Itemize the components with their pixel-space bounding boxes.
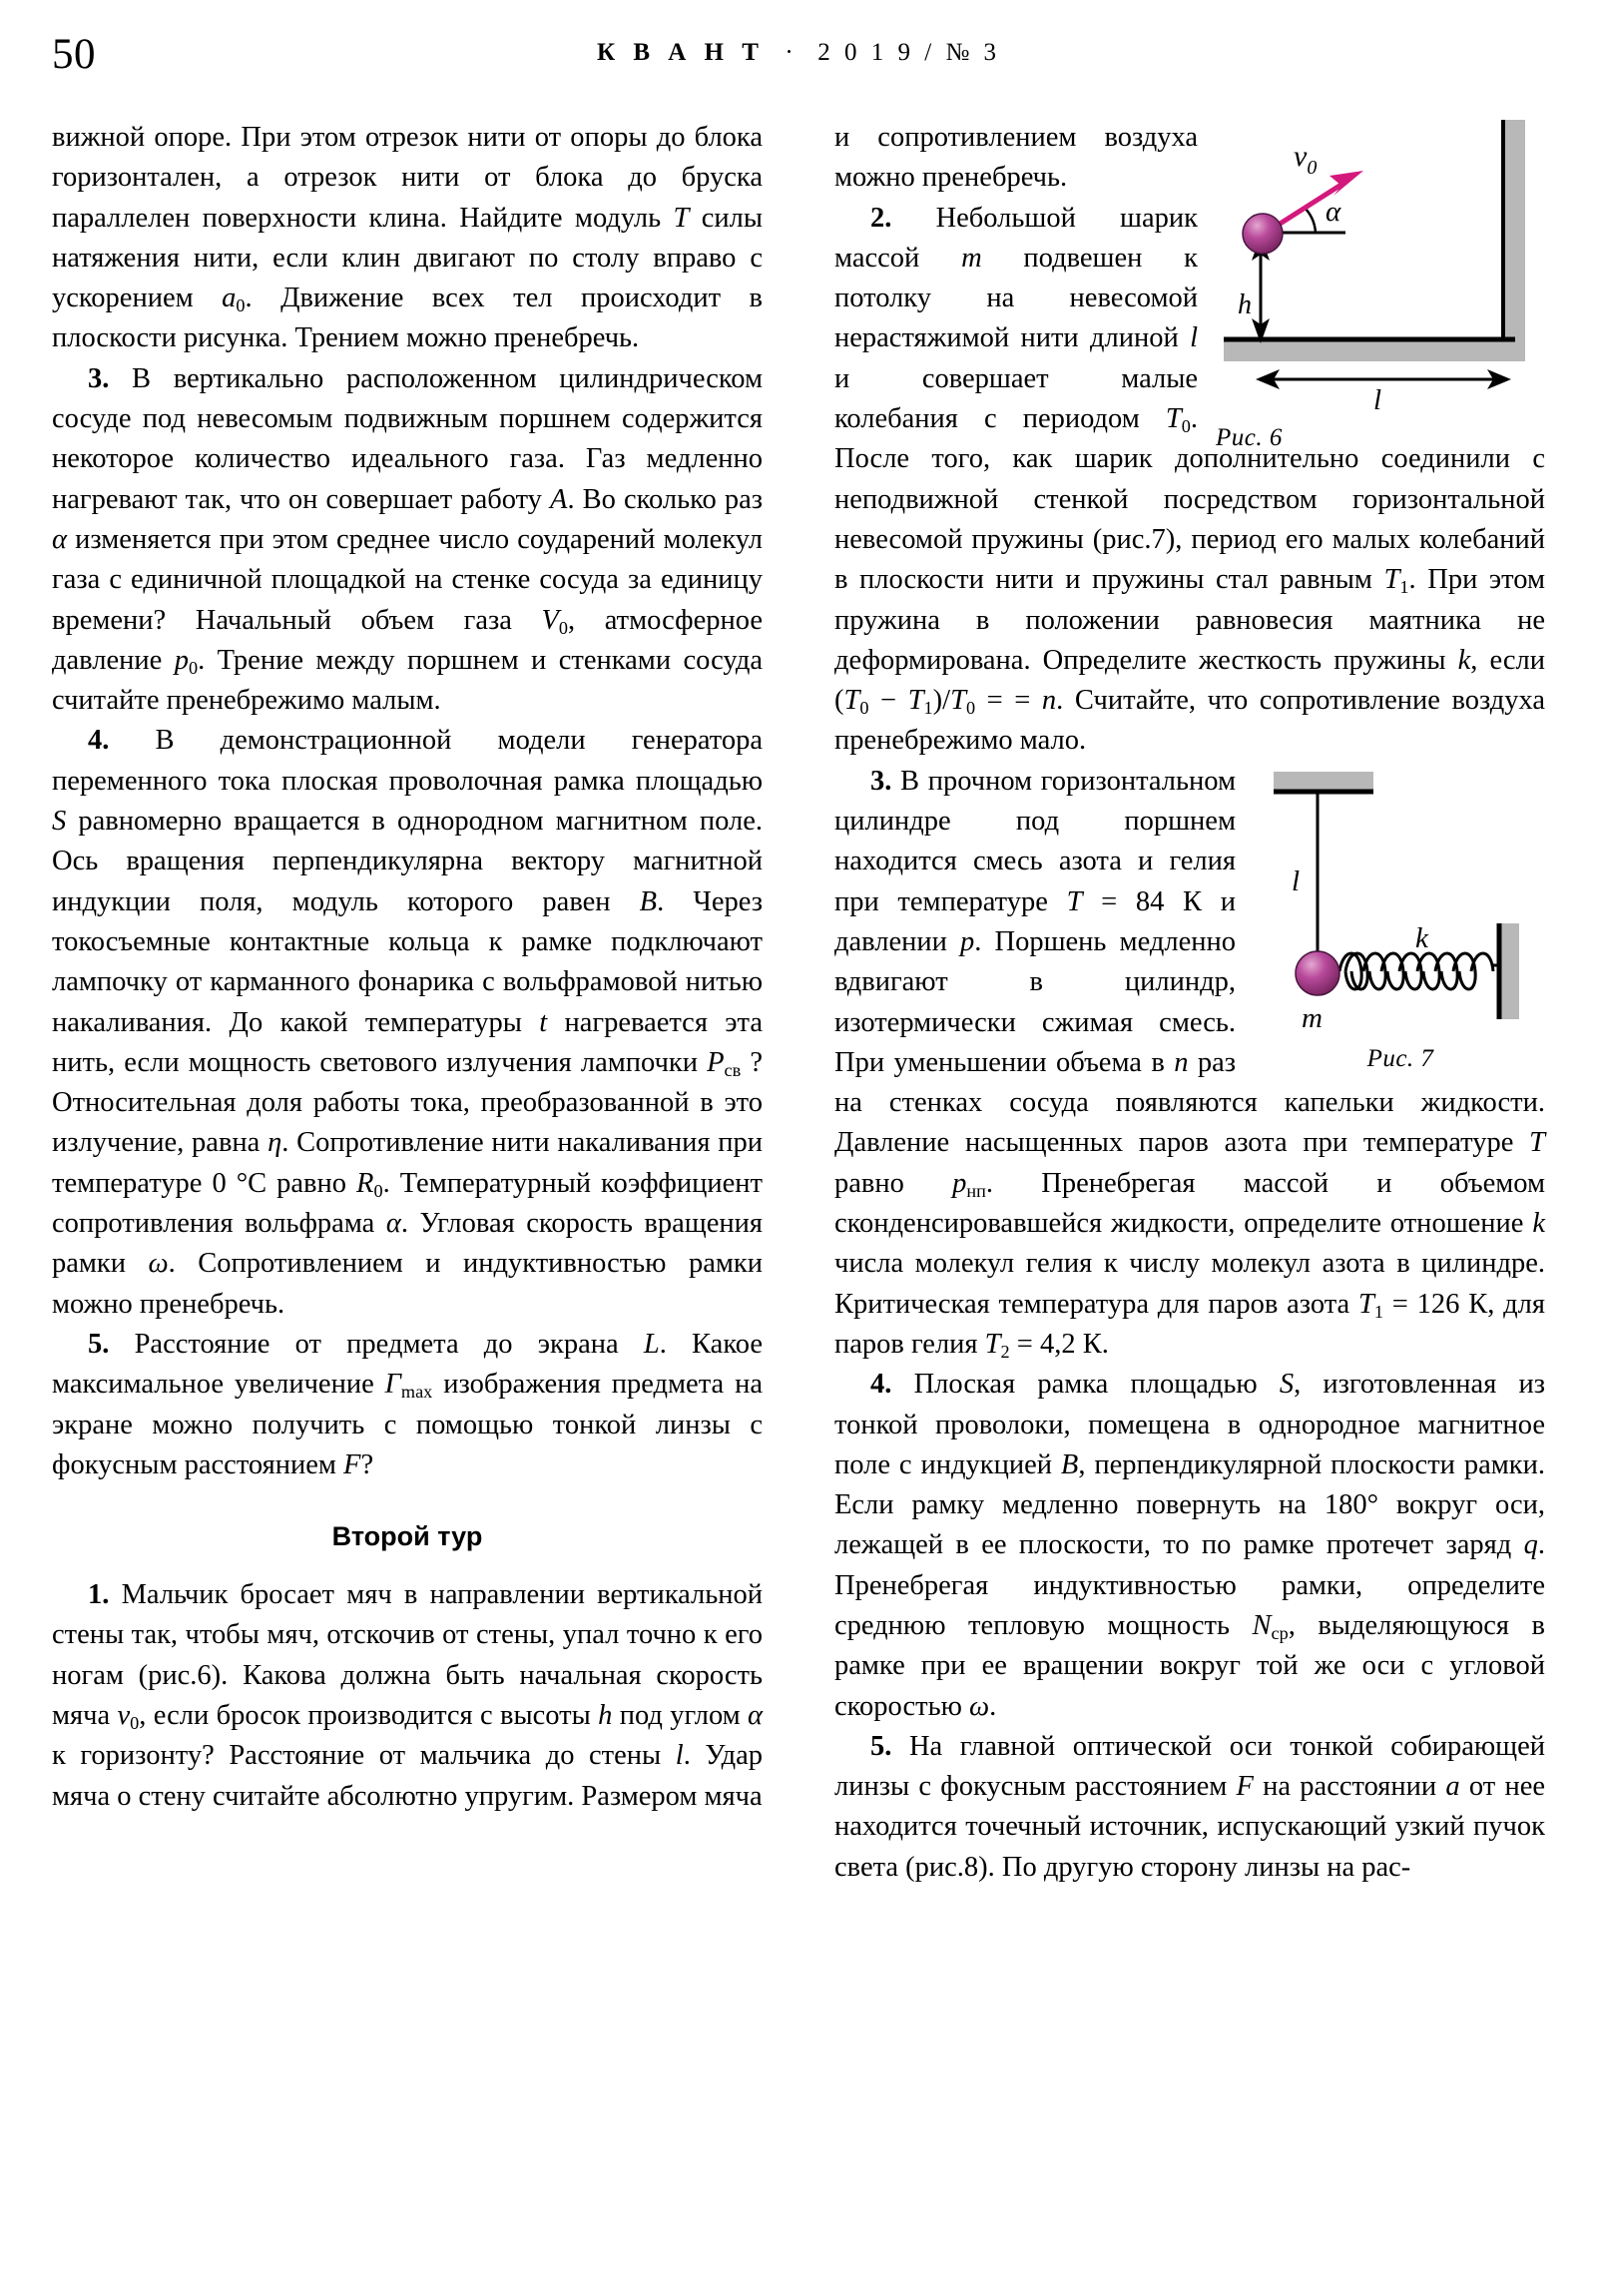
math-var-B: B bbox=[639, 885, 658, 917]
velocity-vector-head bbox=[1330, 171, 1363, 196]
text-run: нагревается эта нить, если мощность светового излучения лампочки bbox=[52, 1006, 763, 1078]
text-run: и давлении bbox=[834, 885, 1236, 957]
math-var-P: P bbox=[707, 1046, 725, 1078]
text-run: силы натяжения нити, если клин двигают по столу вправо с ускорением bbox=[52, 202, 763, 314]
problem-number: 3. bbox=[88, 362, 110, 394]
paragraph-continued bbox=[52, 118, 763, 359]
masthead-separator: · bbox=[785, 39, 798, 66]
text-run: . bbox=[989, 1690, 997, 1722]
math-var-alpha: α bbox=[52, 523, 67, 555]
math-var-V: V bbox=[541, 604, 559, 636]
section-heading-second-round: Второй тур bbox=[331, 1521, 483, 1552]
text-run: от нее находится точечный источник, испускающий узкий пучок света (рис.8). По другую сторону линзы на рас- bbox=[834, 1771, 1545, 1883]
text-run: . Какое максимальное увеличение bbox=[52, 1328, 763, 1401]
text-run: изменяется при этом среднее число соударений молекул газа с единичной площадкой на стенке сосуда за единицу времени? Начальный объем газа bbox=[52, 523, 763, 636]
math-var-n: n bbox=[1174, 1046, 1189, 1078]
math-sub-2: 2 bbox=[1000, 1342, 1010, 1362]
text-run: . Поршень медленно вдвигают в цилиндр, изотермически сжимая смесь. При уменьшении объема в bbox=[834, 925, 1236, 1078]
text-run: ? Относительная доля работы тока, преобразованной в это излучение, равна bbox=[52, 1046, 763, 1159]
problem-number: 3. bbox=[870, 765, 892, 797]
wall-vertical bbox=[1503, 120, 1525, 347]
problem-number: 4. bbox=[870, 1369, 892, 1401]
text-run: . Сопротивление нити накаливания при температуре 0 °C равно bbox=[52, 1127, 763, 1199]
math-sub-sv: св bbox=[724, 1059, 742, 1080]
math-var-v: v bbox=[117, 1699, 131, 1731]
math-var-h: h bbox=[598, 1699, 613, 1731]
problem-3 bbox=[52, 359, 763, 722]
math-var-L: L bbox=[643, 1328, 660, 1360]
problem-number: 4. bbox=[88, 725, 110, 757]
text-run: На главной оптической оси тонкой собирающей линзы с фокусным расстоянием bbox=[834, 1730, 1545, 1803]
text-run: изображения предмета на экране можно получить с помощью тонкой линзы с фокусным расстоянием bbox=[52, 1369, 763, 1480]
text-run: числа молекул гелия к числу молекул азота в цилиндре. Критическая температура для паров азота bbox=[834, 1248, 1545, 1320]
text-run: к горизонту? Расстояние от мальчика до стены bbox=[52, 1740, 676, 1772]
text-run: на расстоянии bbox=[1253, 1771, 1446, 1803]
math-var-T2: T bbox=[984, 1328, 1001, 1360]
label-alpha: α bbox=[1326, 196, 1341, 228]
math-var-p: p bbox=[960, 925, 975, 957]
text-run: Мальчик бросает мяч в направлении вертикальной стены так, чтобы мяч, отскочив от стены, упал точно к его ногам (рис.6). Какова должна быть начальная скорость мяча bbox=[52, 1579, 763, 1731]
label-k: k bbox=[1415, 921, 1428, 954]
math-var-l: l bbox=[1190, 322, 1198, 354]
math-var-k: k bbox=[1457, 644, 1471, 676]
masthead-title: К В А Н Т bbox=[596, 39, 765, 66]
text-run: , для паров гелия bbox=[834, 1288, 1545, 1360]
page-number: 50 bbox=[52, 31, 96, 78]
figure-7 bbox=[1256, 766, 1545, 1075]
math-var-eta: η bbox=[267, 1127, 282, 1159]
text-run: В прочном горизонтальном цилиндре под поршнем находится смесь азота и гелия при температуре bbox=[834, 765, 1236, 917]
text-run: В вертикально расположенном цилиндрическом сосуде под невесомым подвижным поршнем содержится некоторое количество идеального газа. Газ медленно нагревают так, что он совершает работу bbox=[52, 362, 763, 515]
figure-7-drawing bbox=[1256, 766, 1545, 1040]
math-var-T: T bbox=[673, 202, 690, 234]
math-var-a: a bbox=[222, 283, 237, 314]
problem-number: 1. bbox=[88, 1579, 110, 1611]
math-var-T0: T bbox=[1165, 403, 1182, 435]
text-run: Плоская рамка площадью bbox=[891, 1369, 1280, 1401]
math-var-alpha: α bbox=[385, 1208, 401, 1240]
figure-6-drawing bbox=[1216, 118, 1545, 417]
math-var-omega: ω bbox=[969, 1690, 990, 1722]
math-var-m: m bbox=[961, 242, 982, 274]
math-var-R: R bbox=[356, 1167, 374, 1199]
text-run: , выделяющуюся в рамке при ее вращении вокруг той же оси с угловой скоростью bbox=[834, 1609, 1545, 1722]
problem-number: 5. bbox=[870, 1730, 892, 1762]
masthead bbox=[52, 33, 1545, 73]
text-run: Расстояние от предмета до экрана bbox=[109, 1328, 644, 1360]
math-sub-1: 1 bbox=[1373, 1301, 1383, 1322]
label-l: l bbox=[1292, 864, 1301, 897]
text-run: . Движение всех тел происходит в плоскости рисунка. Трением можно пренебречь. bbox=[52, 283, 763, 354]
text-run: . Пренебрегая индуктивностью рамки, определите среднюю тепловую мощность bbox=[834, 1529, 1545, 1641]
math-sub-0: 0 bbox=[188, 657, 199, 678]
math-var-F: F bbox=[343, 1448, 361, 1480]
tour2-problem-5 bbox=[834, 1727, 1545, 1888]
text-run: Небольшой шарик массой bbox=[834, 202, 1198, 274]
problem-5 bbox=[52, 1325, 763, 1485]
math-var-S: S bbox=[1279, 1369, 1295, 1401]
math-var-T: T bbox=[1529, 1127, 1545, 1159]
label-m: m bbox=[1302, 1001, 1323, 1034]
text-run: подвешен к потолку на невесомой нерастяжимой нити длиной bbox=[834, 242, 1198, 354]
page-header bbox=[52, 30, 1545, 80]
text-run: . Сопротивлением и индуктивностью рамки можно пренебречь. bbox=[52, 1248, 763, 1320]
math-sub-0: 0 bbox=[130, 1713, 140, 1734]
text-run: , изготовленная из тонкой проволоки, помещена в однородное магнитное поле с индукцией bbox=[834, 1369, 1545, 1480]
text-run: , если бросок производится с высоты bbox=[139, 1699, 599, 1731]
text-run: равно bbox=[834, 1167, 953, 1199]
tour2-problem-4 bbox=[834, 1365, 1545, 1727]
math-var-q: q bbox=[1523, 1529, 1538, 1561]
text-run: , если bbox=[1470, 644, 1546, 676]
math-value-T: = 84 К bbox=[1082, 885, 1203, 917]
figure-6 bbox=[1216, 118, 1545, 451]
problem-number: 5. bbox=[88, 1328, 110, 1360]
math-var-B: B bbox=[1060, 1448, 1079, 1480]
paragraph-continued: и сопротивлением воздуха можно пренебречь. bbox=[834, 122, 1198, 194]
text-run: , атмосферное давление bbox=[52, 604, 763, 676]
math-sub-0: 0 bbox=[373, 1180, 383, 1201]
math-var-T1: T bbox=[1383, 564, 1400, 596]
math-var-A: A bbox=[550, 483, 568, 515]
math-sub-max: max bbox=[400, 1382, 433, 1403]
math-var-p: p bbox=[952, 1167, 967, 1199]
text-run: . Во сколько раз bbox=[567, 483, 763, 515]
text-run: . При этом пружина в положении равновесия маятника не деформирована. Определите жесткость пружины bbox=[834, 564, 1545, 676]
math-var-T: T bbox=[1066, 885, 1083, 917]
text-run: и совершает малые колебания с периодом bbox=[834, 362, 1198, 435]
math-var-p: p bbox=[174, 644, 189, 676]
math-var-omega: ω bbox=[148, 1248, 169, 1280]
math-var-k: k bbox=[1532, 1208, 1545, 1240]
math-var-T1: T bbox=[1357, 1288, 1374, 1320]
math-var-F: F bbox=[1236, 1771, 1254, 1803]
text-run: . Температурный коэффициент сопротивления вольфрама bbox=[52, 1167, 763, 1240]
math-var-t: t bbox=[539, 1006, 548, 1038]
figure-7-caption: Рис. 7 bbox=[1366, 1044, 1434, 1072]
left-column bbox=[52, 118, 763, 1817]
label-h: h bbox=[1238, 289, 1252, 320]
math-var-l: l bbox=[675, 1740, 684, 1772]
math-var-S: S bbox=[52, 806, 67, 838]
masthead-issue: 2 0 1 9 / № 3 bbox=[817, 39, 1001, 66]
text-run: , перпендикулярной плоскости рамки. Если рамку медленно повернуть на 180° вокруг оси, лежащей в ее плоскости, то по рамке протечет заряд bbox=[834, 1448, 1545, 1561]
ball bbox=[1296, 951, 1339, 995]
text-run: . bbox=[1101, 1328, 1109, 1360]
angle-arc bbox=[1304, 207, 1316, 233]
problem-4 bbox=[52, 721, 763, 1324]
math-var-a: a bbox=[1445, 1771, 1460, 1803]
text-run: . Трение между поршнем и стенками сосуда считайте пренебрежимо малым. bbox=[52, 644, 763, 717]
text-run: . Угловая скорость вращения рамки bbox=[52, 1208, 763, 1280]
text-run: равномерно вращается в однородном магнитном поле. Ось вращения перпендикулярна вектору магнитной индукции поля, модуль которого равен bbox=[52, 806, 763, 917]
text-run: . Считайте, что сопротивление воздуха пренебрежимо мало. bbox=[834, 685, 1545, 757]
math-value-T2: = 4,2 К bbox=[1009, 1328, 1102, 1360]
formula-period-ratio: $(T_0 - T_1)/T_0$ = = n bbox=[834, 685, 1057, 719]
text-run: ? bbox=[360, 1448, 374, 1480]
text-run: . Через токосъемные контактные кольца к рамке подключают лампочку от карманного фонарика с вольфрамовой нитью накаливания. До какой температуры bbox=[52, 885, 764, 1038]
math-sub-np: нп bbox=[966, 1180, 986, 1201]
text-run: . После того, как шарик дополнительно соединили с неподвижной стенкой посредством горизонтальной невесомой пружины (рис.7), период его малых колебаний в плоскости нити и пружины стал равным bbox=[834, 403, 1545, 596]
tour2-problem-1 bbox=[52, 1575, 763, 1817]
math-var-N: N bbox=[1252, 1609, 1272, 1641]
ceiling-slab bbox=[1274, 772, 1373, 792]
right-column bbox=[834, 118, 1545, 1888]
math-value-T1: = 126 К bbox=[1382, 1288, 1488, 1320]
math-var-Gamma: Γ bbox=[384, 1369, 401, 1401]
math-sub-1: 1 bbox=[1399, 577, 1409, 598]
ground-slab bbox=[1224, 339, 1525, 361]
ball bbox=[1243, 214, 1283, 254]
math-sub-sr: ср bbox=[1271, 1623, 1289, 1644]
text-run: раз на стенках сосуда появляются капельки жидкости. Давление насыщенных паров азота при температуре bbox=[834, 1046, 1545, 1159]
label-v0: $v_0$ bbox=[1294, 140, 1318, 179]
text-run: под углом bbox=[612, 1699, 749, 1731]
wall-right bbox=[1499, 923, 1519, 1019]
math-sub-0: 0 bbox=[1181, 416, 1191, 437]
math-var-alpha: α bbox=[748, 1699, 764, 1731]
problem-number: 2. bbox=[870, 202, 892, 234]
figure-6-caption: Рис. 6 bbox=[1216, 424, 1283, 451]
text-run: В демонстрационной модели генератора переменного тока плоская проволочная рамка площадью bbox=[52, 725, 763, 797]
text-run: . Удар мяча о стену считайте абсолютно упругим. Размером мяча bbox=[52, 1740, 763, 1812]
math-sub-0: 0 bbox=[558, 617, 569, 638]
spring bbox=[1339, 953, 1499, 989]
math-sub-0: 0 bbox=[236, 295, 246, 316]
text-run: вижной опоре. При этом отрезок нити от опоры до блока горизонтален, а отрезок нити от блока до бруска параллелен поверхности клина. Найдите модуль bbox=[52, 122, 763, 234]
label-l: l bbox=[1373, 384, 1382, 416]
text-run: . Пренебрегая массой и объемом сконденсировавшейся жидкости, определите отношение bbox=[834, 1167, 1545, 1240]
